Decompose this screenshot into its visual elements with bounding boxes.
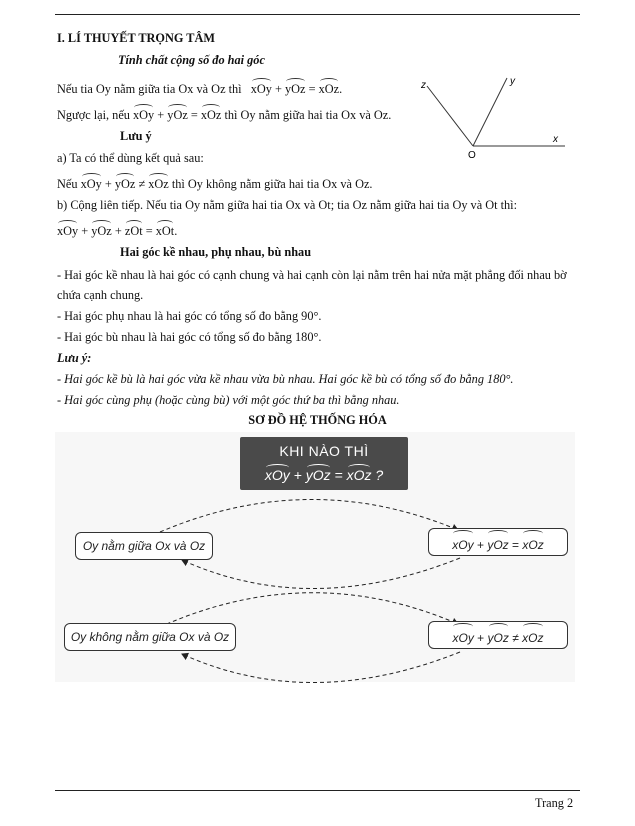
note-a-prefix: Nếu — [57, 177, 78, 191]
label-o: O — [468, 150, 476, 161]
adjacent-item-3: - Hai góc bù nhau là hai góc có tổng số đo bằng 180°. — [57, 330, 322, 344]
theory-line-1-text: Nếu tia Oy nằm giữa tia Ox và Oz thì — [57, 82, 242, 96]
theory-line-2-prefix: Ngược lại, nếu — [57, 108, 130, 122]
note-b-end: . — [174, 224, 178, 238]
angle-xOt: xOt — [156, 220, 174, 239]
note-b: b) Cộng liên tiếp. Nếu tia Oy nằm giữa hai tia Ox và Ot; tia Oz nằm giữa hai tia Oy và Ot thì: — [57, 198, 518, 212]
angle-xOz: xOz — [201, 104, 222, 123]
diagram-title: SƠ ĐỒ HỆ THỐNG HÓA — [248, 413, 387, 427]
op-plus: + — [293, 467, 302, 483]
angle-yOz: yOz — [487, 529, 508, 558]
box-oy-not-between-text: Oy không nằm giữa Ox và Oz — [70, 630, 230, 644]
page-number: Trang 2 — [535, 796, 574, 810]
op-plus: + — [476, 538, 484, 552]
angle-xOy: xOy — [81, 173, 102, 192]
op-plus: + — [114, 224, 122, 238]
angle-xOy: xOy — [265, 464, 290, 483]
luu-y-2: - Hai góc cùng phụ (hoặc cùng bù) với một góc thứ ba thì bằng nhau. — [57, 393, 400, 407]
angle-yOz: yOz — [285, 78, 306, 97]
arrow-top-forward — [160, 499, 458, 532]
op-neq: ≠ — [512, 631, 519, 645]
box-oy-between-text: Oy nằm giữa Ox và Oz — [82, 539, 206, 553]
angle-xOz: xOz — [522, 622, 543, 651]
adjacent-title: Hai góc kề nhau, phụ nhau, bù nhau — [120, 245, 312, 259]
adjacent-item-2: - Hai góc phụ nhau là hai góc có tổng số đo bằng 90°. — [57, 309, 322, 323]
angle-xOy: xOy — [133, 104, 154, 123]
angle-xOy: xOy — [452, 529, 473, 558]
arrow-bottom-forward — [160, 593, 458, 627]
section-heading: I. LÍ THUYẾT TRỌNG TÂM — [57, 31, 215, 45]
arrow-top-back — [182, 558, 460, 589]
theory-line-2-suffix: thì Oy nằm giữa hai tia Ox và Oz. — [224, 108, 392, 122]
angle-xOz: xOz — [148, 173, 169, 192]
op-plus: + — [477, 631, 485, 645]
bottom-rule — [55, 790, 580, 791]
box-sum-not-equal — [428, 621, 568, 649]
op-plus: + — [275, 82, 282, 96]
op-plus: + — [81, 224, 89, 238]
arrow-bottom-back — [182, 652, 460, 683]
adjacent-item-1a: - Hai góc kề nhau là hai góc có cạnh chung và hai cạnh còn lại nằm trên hai nửa mặt phẳng đối nhau bờ — [57, 268, 567, 282]
theory-line-1: Nếu tia Oy nằm giữa tia Ox và Oz thì xOy + yOz = xOz. — [57, 78, 342, 97]
angle-xOz: xOz — [347, 464, 372, 483]
note-a-suffix: thì Oy không nằm giữa hai tia Ox và Oz. — [171, 177, 373, 191]
label-z: z — [421, 80, 426, 91]
note-title: Lưu ý — [120, 129, 152, 143]
angle-yOz: yOz — [115, 173, 136, 192]
op-neq: ≠ — [138, 177, 146, 191]
op-plus: + — [104, 177, 112, 191]
op-eq: = — [308, 82, 316, 96]
op-plus: + — [157, 108, 165, 122]
box-question-mark: ? — [375, 467, 384, 483]
op-eq: = — [512, 538, 520, 552]
box-title: KHI NÀO THÌ — [279, 443, 369, 459]
op-eq: = — [334, 467, 343, 483]
box-oy-between — [75, 532, 213, 560]
angle-yOz: yOz — [306, 464, 331, 483]
angle-xOy: xOy — [57, 220, 78, 239]
angle-xOy: xOy — [452, 622, 473, 651]
op-eq: = — [145, 224, 153, 238]
box-sum-equal — [428, 528, 568, 556]
op-eq: = — [190, 108, 198, 122]
luu-y-1: - Hai góc kề bù là hai góc vừa kề nhau vừa bù nhau. Hai góc kề bù có tổng số đo bằng 180°. — [57, 372, 514, 386]
angle-yOz: yOz — [91, 220, 112, 239]
box-oy-not-between — [64, 623, 236, 651]
angle-xOz: xOz — [319, 78, 340, 97]
angle-yOz: yOz — [488, 622, 509, 651]
angle-xOy: xOy — [251, 78, 272, 97]
angle-yOz: yOz — [167, 104, 188, 123]
adjacent-item-1b: chứa cạnh chung. — [57, 288, 144, 302]
property-subheading: Tính chất cộng số đo hai góc — [118, 53, 265, 67]
note-a: a) Ta có thể dùng kết quả sau: — [57, 151, 204, 165]
angle-xOz: xOz — [522, 529, 543, 558]
angle-zOt: zOt — [125, 220, 143, 239]
label-x: x — [553, 134, 558, 145]
luu-y-label: Lưu ý: — [57, 351, 92, 365]
label-y: y — [510, 76, 515, 87]
